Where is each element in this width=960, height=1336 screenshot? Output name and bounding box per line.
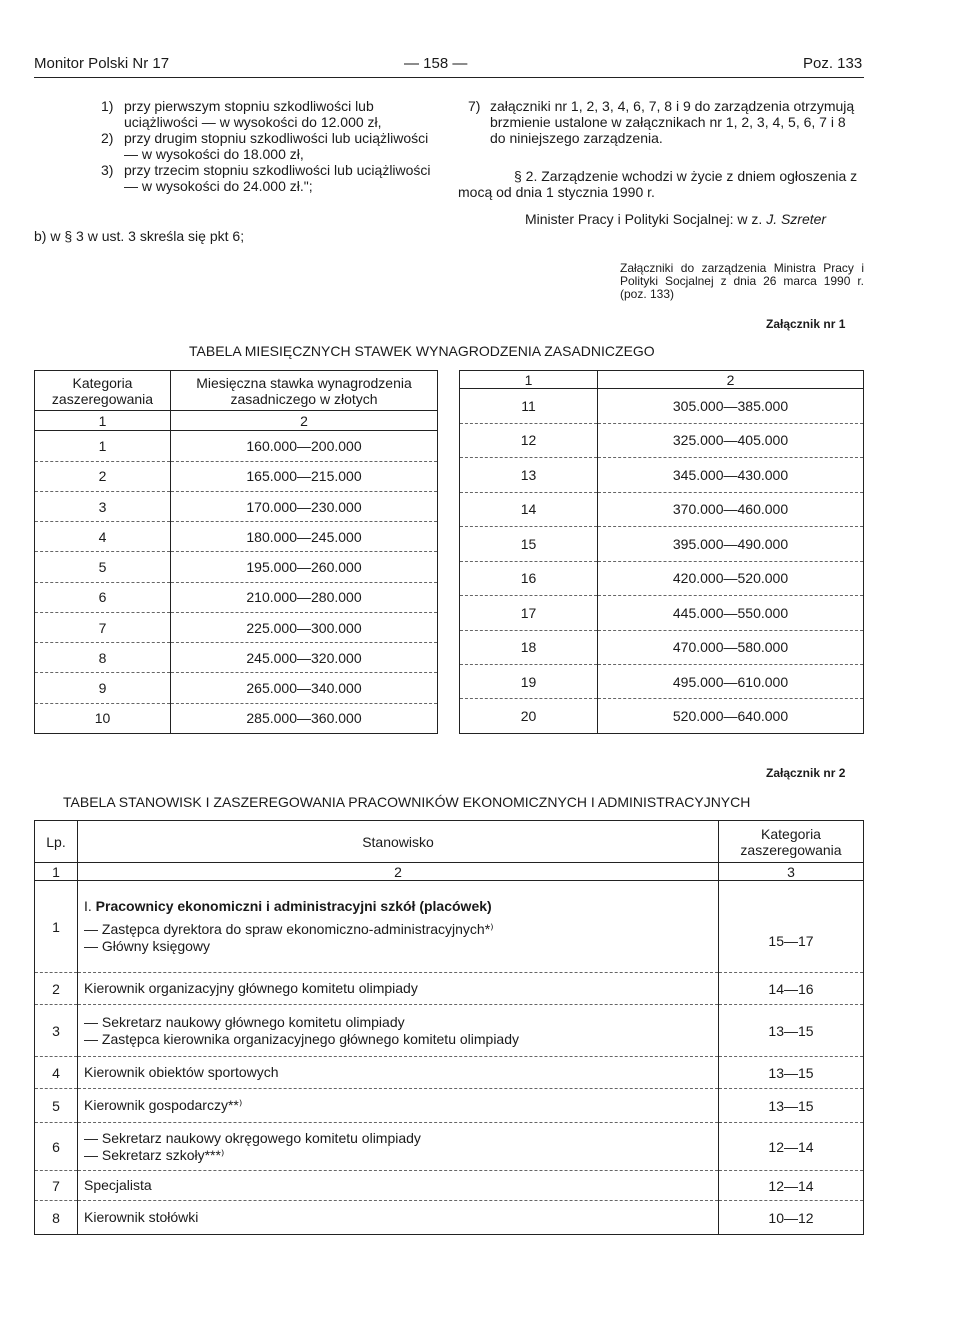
category-cell: 12—14 [719, 1171, 864, 1201]
category-cell: 8 [35, 643, 171, 673]
item-text: przy pierwszym stopniu szkodliwości lub uciążliwości — w wysokości do 12.000 zł, [124, 98, 382, 130]
rate-cell: 495.000—610.000 [598, 665, 864, 699]
signature-name: J. Szreter [766, 211, 827, 227]
journal-title: Monitor Polski Nr 17 [34, 55, 170, 72]
rate-cell: 470.000—580.000 [598, 630, 864, 664]
rate-cell: 420.000—520.000 [598, 561, 864, 595]
category-cell: 9 [35, 673, 171, 703]
row-lp: 8 [35, 1201, 78, 1235]
header-rule [34, 77, 864, 78]
header-category: Kategoria zaszeregowania [719, 821, 864, 863]
rate-cell: 445.000—550.000 [598, 596, 864, 630]
annex2-title: TABELA STANOWISK I ZASZEREGOWANIA PRACOWNIKÓW EKONOMICZNYCH I ADMINISTRACYJNYCH [63, 794, 751, 810]
header-rate: Miesięczna stawka wynagrodzenia zasadniczego w złotych [196, 374, 412, 407]
rate-cell: 225.000—300.000 [171, 612, 438, 642]
rate-cell: 180.000—245.000 [171, 522, 438, 552]
category-cell: 12—14 [719, 1123, 864, 1171]
category-cell: 19 [460, 665, 598, 699]
annex2-label: Załącznik nr 2 [766, 766, 846, 780]
section-title: Pracownicy ekonomiczni i administracyjni szkół (placówek) [95, 898, 492, 914]
col-number: 1 [35, 411, 171, 431]
category-cell: 10 [35, 703, 171, 733]
row-lp: 5 [35, 1089, 78, 1123]
section-number: I. [84, 898, 92, 914]
item-text: załączniki nr 1, 2, 3, 4, 6, 7, 8 i 9 do zarządzenia otrzymują brzmienie ustalone w załącznikach nr 1, 2, 3, 4, 5, 6, 7 i 8 do niniejszego zarządzenia. [490, 98, 855, 146]
category-cell: 7 [35, 612, 171, 642]
category-cell: 17 [460, 596, 598, 630]
category-cell: 6 [35, 582, 171, 612]
row-lp: 3 [35, 1005, 78, 1057]
row-lp: 7 [35, 1171, 78, 1201]
position-number: Poz. 133 [803, 55, 863, 72]
rates-table-right [459, 370, 864, 734]
rate-cell: 210.000—280.000 [171, 582, 438, 612]
position-line: — Zastępca dyrektora do spraw ekonomiczno-administracyjnych*⁾ [84, 921, 494, 937]
category-cell: 14 [460, 492, 598, 526]
list-item [101, 98, 441, 130]
annex1-label: Załącznik nr 1 [766, 317, 846, 331]
rate-cell: 395.000—490.000 [598, 527, 864, 561]
header-position: Stanowisko [362, 833, 434, 850]
col-number: 2 [598, 371, 864, 389]
position-cell [78, 881, 719, 973]
category-cell: 2 [35, 461, 171, 491]
rate-cell: 160.000—200.000 [171, 431, 438, 461]
position-line: — Sekretarz naukowy okręgowego komitetu olimpiady [84, 1129, 421, 1146]
position-line: Kierownik stołówki [78, 1201, 719, 1235]
category-cell: 10—12 [719, 1201, 864, 1235]
signature [525, 211, 826, 227]
rate-cell: 520.000—640.000 [598, 699, 864, 734]
item-number: 2) [101, 130, 114, 146]
b-line: b) w § 3 w ust. 3 skreśla się pkt 6; [34, 228, 245, 244]
position-line: — Sekretarz naukowy głównego komitetu olimpiady [84, 1013, 405, 1030]
section-heading [84, 898, 712, 915]
category-cell: 13—15 [719, 1005, 864, 1057]
position-cell [78, 1005, 719, 1057]
category-cell: 16 [460, 561, 598, 595]
paragraph-2: § 2. Zarządzenie wchodzi w życie z dniem ogłoszenia z mocą od dnia 1 stycznia 1990 r. [458, 168, 858, 200]
category-cell: 15 [460, 527, 598, 561]
list-item [101, 162, 441, 194]
rate-cell: 165.000—215.000 [171, 461, 438, 491]
position-line: Specjalista [78, 1171, 719, 1201]
position-line: Kierownik obiektów sportowych [78, 1057, 719, 1089]
header-category: Kategoria zaszeregowania [35, 371, 171, 411]
item-number: 7) [468, 98, 481, 114]
col-number: 2 [78, 863, 719, 881]
col-number: 1 [35, 863, 78, 881]
list-item [101, 130, 441, 162]
category-cell: 3 [35, 491, 171, 521]
category-cell: 1 [35, 431, 171, 461]
rate-cell: 285.000—360.000 [171, 703, 438, 733]
category-cell: 18 [460, 630, 598, 664]
rate-cell: 345.000—430.000 [598, 458, 864, 492]
item-number: 3) [101, 162, 114, 178]
rate-cell: 370.000—460.000 [598, 492, 864, 526]
rate-cell: 245.000—320.000 [171, 643, 438, 673]
category-cell: 14—16 [719, 973, 864, 1005]
annex-note: Załączniki do zarządzenia Ministra Pracy i Polityki Socjalnej z dnia 26 marca 1990 r. (poz. 133) [620, 261, 864, 301]
header-lp: Lp. [35, 821, 78, 863]
row-lp: 6 [35, 1123, 78, 1171]
rate-cell: 265.000—340.000 [171, 673, 438, 703]
annex1-title: TABELA MIESIĘCZNYCH STAWEK WYNAGRODZENIA ZASADNICZEGO [189, 343, 655, 359]
position-line: — Zastępca kierownika organizacyjnego głównego komitetu olimpiady [84, 1030, 520, 1047]
category-cell: 5 [35, 552, 171, 582]
signature-prefix: Minister Pracy i Polityki Socjalnej: w z. [525, 211, 763, 227]
col-number: 1 [460, 371, 598, 389]
rate-cell: 195.000—260.000 [171, 552, 438, 582]
position-cell [78, 1123, 719, 1171]
category-cell: 13—15 [719, 1057, 864, 1089]
category-cell: 4 [35, 522, 171, 552]
category-cell: 11 [460, 389, 598, 423]
col-number: 2 [171, 411, 438, 431]
rate-cell: 170.000—230.000 [171, 491, 438, 521]
rates-table-left [34, 370, 438, 734]
page-number: — 158 — [404, 55, 468, 72]
category-cell: 12 [460, 423, 598, 457]
right-column [468, 98, 864, 146]
rate-cell: 305.000—385.000 [672, 397, 789, 414]
item-text: przy drugim stopniu szkodliwości lub uciążliwości — w wysokości do 18.000 zł, [124, 130, 429, 162]
position-line: — Sekretarz szkoły***⁾ [84, 1146, 225, 1163]
item-text: przy trzecim stopniu szkodliwości lub uciążliwości — w wysokości do 24.000 zł."; [124, 162, 431, 194]
position-line: Kierownik gospodarczy**⁾ [78, 1089, 719, 1123]
position-line: — Główny księgowy [84, 938, 211, 954]
item-number: 1) [101, 98, 114, 114]
category-cell: 20 [460, 699, 598, 734]
left-column [101, 98, 441, 194]
positions-table [34, 820, 864, 1235]
position-line: Kierownik organizacyjny głównego komitetu olimpiady [78, 973, 719, 1005]
category-cell: 13—15 [719, 1089, 864, 1123]
row-lp: 4 [35, 1057, 78, 1089]
row-lp: 2 [35, 973, 78, 1005]
category-cell: 15—17 [719, 881, 864, 973]
row-lp: 1 [35, 881, 78, 973]
list-item [468, 98, 864, 146]
category-cell: 13 [460, 458, 598, 492]
rate-cell: 325.000—405.000 [598, 423, 864, 457]
col-number: 3 [719, 863, 864, 881]
